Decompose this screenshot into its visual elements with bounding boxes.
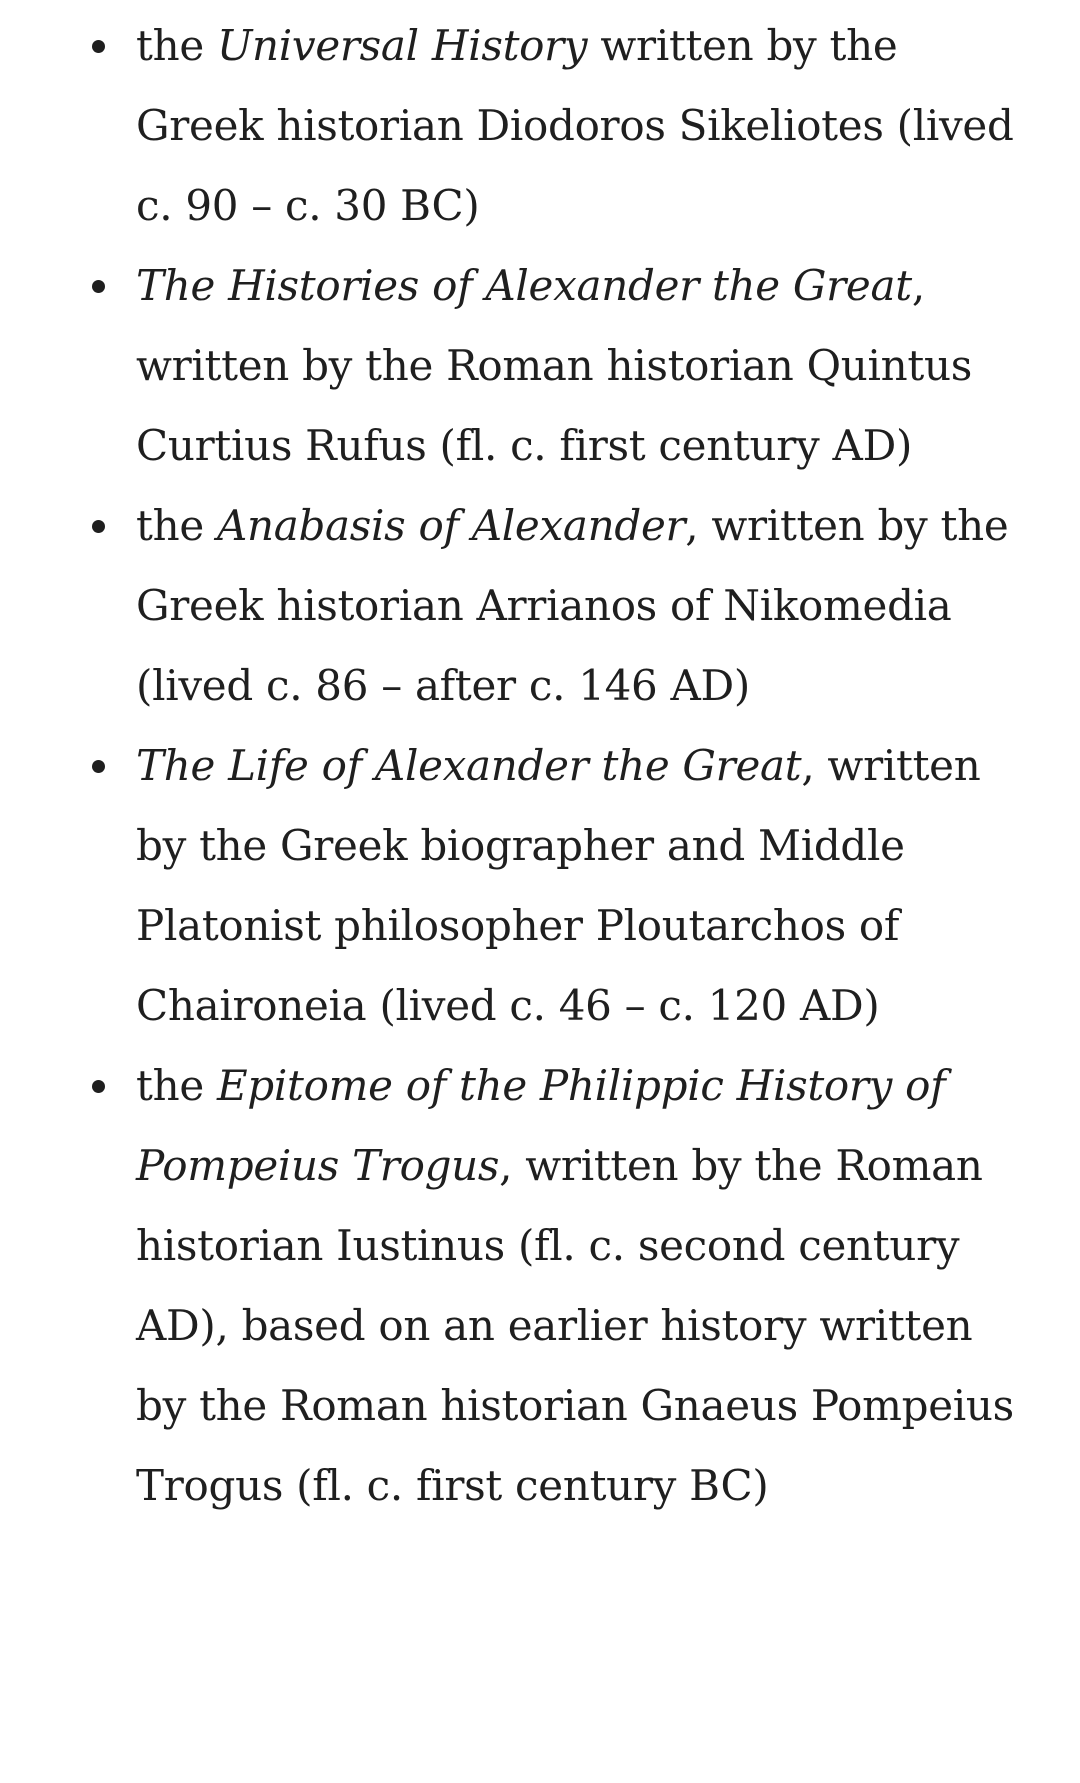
- ancient-sources-list: [136, 6, 1016, 1526]
- work-title: Anabasis of Alexander: [216, 501, 686, 550]
- item-description: , written by the Greek biographer and Middle Platonist philosopher Ploutarchos of Chaironeia (lived c. 46 – c. 120 AD): [136, 741, 981, 1030]
- list-item: [136, 246, 1016, 486]
- item-description: written by the Greek historian Diodoros Sikeliotes (lived c. 90 – c. 30 BC): [136, 21, 1014, 230]
- bullet-icon: [92, 760, 105, 773]
- bullet-icon: [92, 40, 105, 53]
- item-prefix: the: [136, 21, 217, 70]
- list-item: [136, 1046, 1016, 1526]
- item-description: , written by the Greek historian Arrianos of Nikomedia (lived c. 86 – after c. 146 AD): [136, 501, 1009, 710]
- work-title: Universal History: [216, 21, 588, 70]
- bullet-icon: [92, 280, 105, 293]
- item-prefix: the: [136, 501, 217, 550]
- item-prefix: the: [136, 1061, 217, 1110]
- list-item: [136, 726, 1016, 1046]
- work-title: The Life of Alexander the Great: [136, 741, 802, 790]
- work-title: Epitome of the Philippic History of Pompeius Trogus: [136, 1061, 946, 1190]
- work-title: The Histories of Alexander the Great: [136, 261, 912, 310]
- list-item: [136, 486, 1016, 726]
- item-description: , written by the Roman historian Iustinus (fl. c. second century AD), based on an earlier history written by the Roman historian Gnaeus Pompeius Trogus (fl. c. first century BC): [136, 1141, 1014, 1510]
- bullet-icon: [92, 1080, 105, 1093]
- list-item: [136, 6, 1016, 246]
- item-description: , written by the Roman historian Quintus Curtius Rufus (fl. c. first century AD): [136, 261, 972, 470]
- bullet-icon: [92, 520, 105, 533]
